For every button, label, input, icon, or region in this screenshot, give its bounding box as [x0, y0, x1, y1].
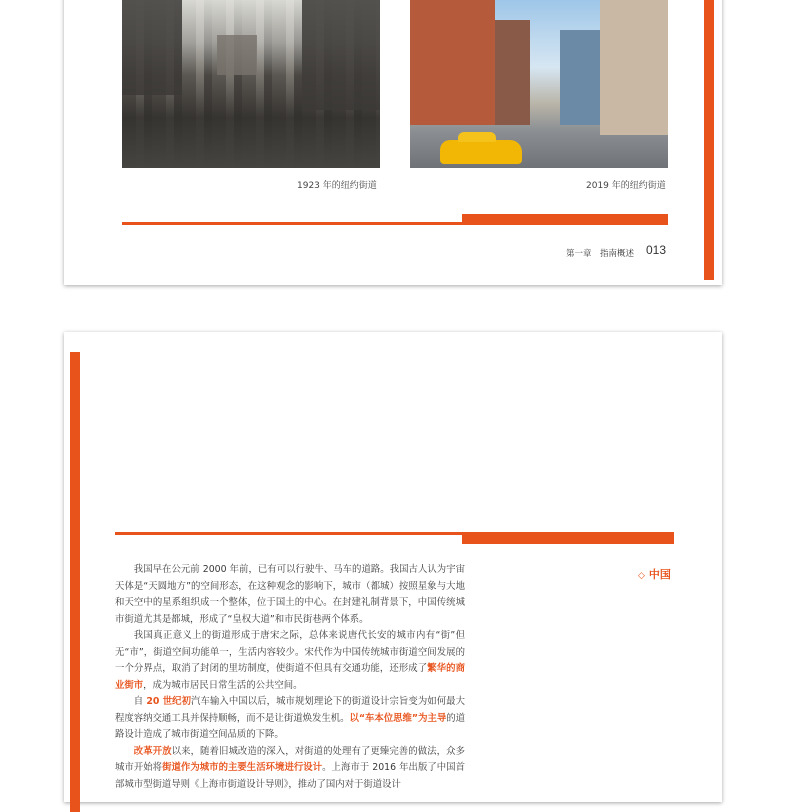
paragraph-text: 我国真正意义上的街道形成于唐宋之际，总体来说唐代长安的城市内有“街”但无“市”，街道空间功能单一，生活内容较少。宋代作为中国传统城市街道空间发展的一个分界点，取消了封闭的里坊制度，使街道不但具有交通功能，还形成了 [115, 630, 465, 674]
top-page [64, 0, 722, 285]
highlighted-text: 改革开放 [133, 745, 172, 757]
paragraph [115, 744, 465, 794]
bottom-page [64, 332, 722, 802]
paragraph-text: 自 [133, 696, 147, 707]
divider-accent-bar [462, 533, 674, 544]
body-text [115, 562, 465, 793]
paragraph-text: 。上海市于 2016 年出版了中国首部城市型街道导则《上海市街道设计导则》，推动了国内对于街道设计 [115, 762, 465, 790]
footer-chapter-label: 第一章 指南概述 [566, 249, 635, 259]
paragraph-text: 我国早在公元前 2000 年前，已有可以行驶牛、马车的道路。我国古人认为宇宙天体是“天圆地方”的空间形态，在这种观念的影响下，城市（都城）按照星象与大地和天空中的星系组织成一个整体，位于国土的中心。在封建礼制背景下，中国传统城市街道尤其是都城，形成了“皇权大道”和市民街巷两个体系。 [115, 564, 465, 625]
paragraph-text: 的道路设计造成了城市街道空间品质的下降。 [115, 712, 465, 740]
side-accent-bar [70, 352, 80, 812]
highlighted-text: 繁华的商业街市 [115, 663, 465, 691]
photo-right-caption: 2019 年的纽约街道 [586, 181, 666, 191]
paragraph [115, 562, 465, 628]
highlighted-text: 以“车本位思维”为主导 [349, 712, 447, 724]
paragraph-text: ，成为城市居民日常生活的公共空间。 [143, 679, 303, 691]
diamond-bullet-icon: ◇ [638, 571, 645, 581]
photo-2019-new-york-street [410, 0, 668, 168]
photo-left-caption: 1923 年的纽约街道 [297, 181, 377, 191]
paragraph [115, 628, 465, 694]
divider-accent-bar [462, 214, 668, 225]
section-tag [638, 566, 671, 582]
side-accent-bar [704, 0, 714, 280]
taxi [440, 140, 522, 164]
paragraph-text: 以来，随着旧城改造的深入，对街道的处理有了更臻完善的做法，众多城市开始将 [115, 745, 465, 773]
highlighted-text: 20 世纪初 [146, 696, 192, 707]
page-number: 013 [646, 243, 667, 257]
highlighted-text: 街道作为城市的主要生活环境进行设计 [162, 762, 323, 773]
photo-1923-new-york-street [122, 0, 380, 168]
paragraph [115, 694, 465, 744]
paragraph-text: 汽车输入中国以后，城市规划理论下的街道设计宗旨变为如何最大程度容纳交通工具并保持顺畅，而不是让街道焕发生机。 [115, 696, 465, 724]
section-tag-label: 中国 [648, 568, 671, 581]
